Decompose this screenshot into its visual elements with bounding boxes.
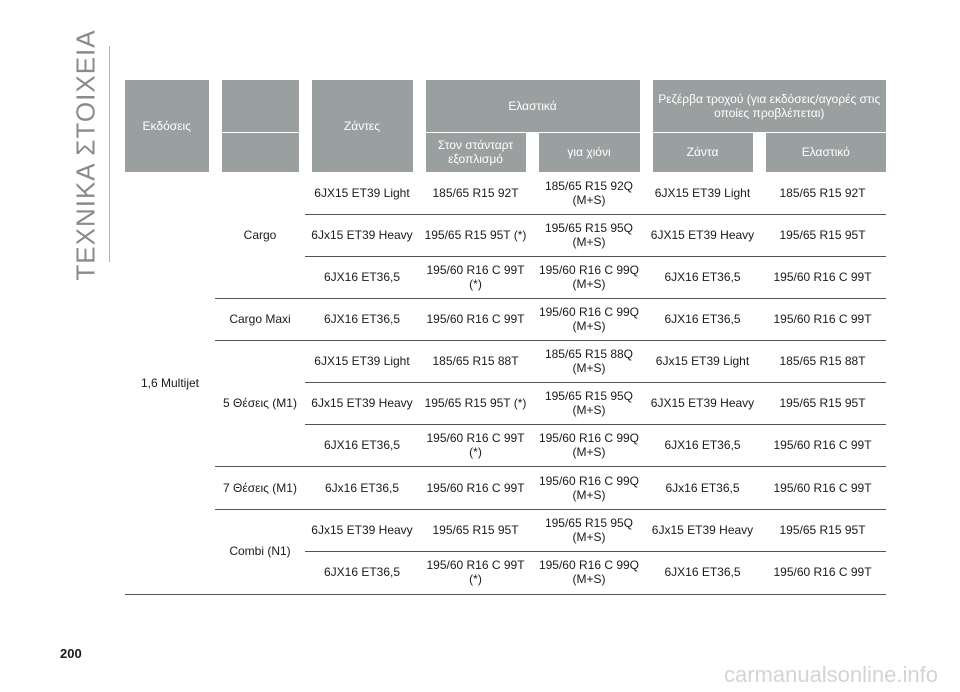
header-versions: Εκδόσεις — [125, 80, 215, 172]
header-versions-blank-sub — [215, 132, 305, 172]
section-title-text: ΤΕΧΝΙΚΑ ΣΤΟΙΧΕΙΑ — [70, 29, 101, 281]
table-cell: 6JX15 ET39 Heavy — [646, 214, 759, 256]
table-cell: 185/65 R15 92Q (M+S) — [544, 178, 634, 207]
header-tyres: Ελαστικά — [419, 80, 646, 132]
table-cell: 6Jx15 ET39 Heavy — [305, 382, 419, 424]
header-snow: για χιόνι — [532, 132, 646, 172]
tyre-spec-table — [125, 80, 886, 593]
table-cell: 6Jx15 ET39 Light — [646, 340, 759, 382]
header-spare-tyre: Ελαστικό — [759, 132, 886, 172]
table-cell: 6JX16 ET36,5 — [305, 424, 419, 466]
page-number: 200 — [60, 646, 82, 661]
table-cell: 195/60 R16 C 99T (*) — [419, 424, 532, 466]
table-cell: 195/60 R16 C 99T (*) — [419, 551, 532, 593]
version-label: Cargo — [243, 227, 277, 242]
table-cell: 195/60 R16 C 99T — [759, 298, 886, 340]
version-label: 7 Θέσεις (M1) — [215, 466, 305, 509]
version-label: 5 Θέσεις (M1) — [215, 340, 305, 466]
table-cell: 185/65 R15 88T — [419, 340, 532, 382]
table-cell: 6JX15 ET39 Light — [314, 185, 410, 200]
table-cell: 6JX16 ET36,5 — [305, 298, 419, 340]
table-cell: 195/65 R15 95T (*) — [419, 214, 532, 256]
table-cell: 195/65 R15 95Q (M+S) — [532, 382, 646, 424]
table-cell: 6Jx16 ET36,5 — [305, 466, 419, 509]
table-cell: 6JX15 ET39 Light — [305, 340, 419, 382]
table-cell: 195/60 R16 C 99T — [759, 551, 886, 593]
table-cell: 195/65 R15 95T — [759, 509, 886, 551]
table-cell: 6JX16 ET36,5 — [646, 298, 759, 340]
table-cell: 195/60 R16 C 99Q (M+S) — [532, 551, 646, 593]
table-cell: 195/60 R16 C 99T — [759, 256, 886, 298]
table-cell: 195/60 R16 C 99T — [759, 466, 886, 509]
table-cell: 185/65 R15 88T — [759, 340, 886, 382]
table-cell: 6JX16 ET36,5 — [305, 551, 419, 593]
version-label: Cargo Maxi — [215, 298, 305, 340]
table-cell: 6Jx15 ET39 Heavy — [646, 509, 759, 551]
table-cell: 6JX15 ET39 Light — [654, 185, 751, 200]
table-cell: 195/65 R15 95T — [419, 509, 532, 551]
table-cell: 195/65 R15 95Q (M+S) — [532, 214, 646, 256]
table-cell: 6JX16 ET36,5 — [646, 424, 759, 466]
section-divider — [109, 46, 110, 262]
table-cell: 195/60 R16 C 99T — [419, 298, 532, 340]
table-cell: 185/65 R15 92T — [432, 185, 519, 200]
section-title — [66, 29, 106, 281]
engine-cell: 1,6 Multijet — [140, 375, 200, 390]
table-cell: 195/60 R16 C 99T — [759, 424, 886, 466]
header-versions-blank — [215, 80, 305, 132]
table-cell: 6Jx15 ET39 Heavy — [305, 509, 419, 551]
table-cell: 6Jx15 ET39 Heavy — [305, 214, 419, 256]
header-standard: Στον στάνταρτ εξοπλισμό — [419, 132, 532, 172]
table-cell: 195/65 R15 95T (*) — [419, 382, 532, 424]
table-cell: 195/60 R16 C 99T — [419, 466, 532, 509]
table-cell: 195/65 R15 95T — [759, 382, 886, 424]
table-bottom-rule — [125, 594, 886, 595]
table-cell: 6JX16 ET36,5 — [305, 256, 419, 298]
table-cell: 195/60 R16 C 99Q (M+S) — [532, 298, 646, 340]
table-cell: 195/60 R16 C 99T (*) — [419, 256, 532, 298]
watermark: carmanualsonline.info — [723, 662, 938, 687]
table-cell: 185/65 R15 92T — [779, 185, 866, 200]
table-cell: 6Jx16 ET36,5 — [646, 466, 759, 509]
header-spare-rim: Ζάντα — [646, 132, 759, 172]
table-cell: 195/65 R15 95Q (M+S) — [532, 509, 646, 551]
header-rims: Ζάντες — [305, 80, 419, 172]
table-cell: 6JX16 ET36,5 — [646, 256, 759, 298]
header-spare-wheel: Ρεζέρβα τροχού (για εκδόσεις/αγορές στις οποίες προβλέπεται) — [646, 80, 886, 132]
version-label: Combi (N1) — [215, 509, 305, 593]
table-cell: 6JX16 ET36,5 — [646, 551, 759, 593]
table-cell: 6JX15 ET39 Heavy — [646, 382, 759, 424]
table-cell: 195/60 R16 C 99Q (M+S) — [532, 256, 646, 298]
table-cell: 195/65 R15 95T — [759, 214, 886, 256]
table-cell: 195/60 R16 C 99Q (M+S) — [532, 424, 646, 466]
table-cell: 195/60 R16 C 99Q (M+S) — [532, 466, 646, 509]
table-cell: 185/65 R15 88Q (M+S) — [532, 340, 646, 382]
